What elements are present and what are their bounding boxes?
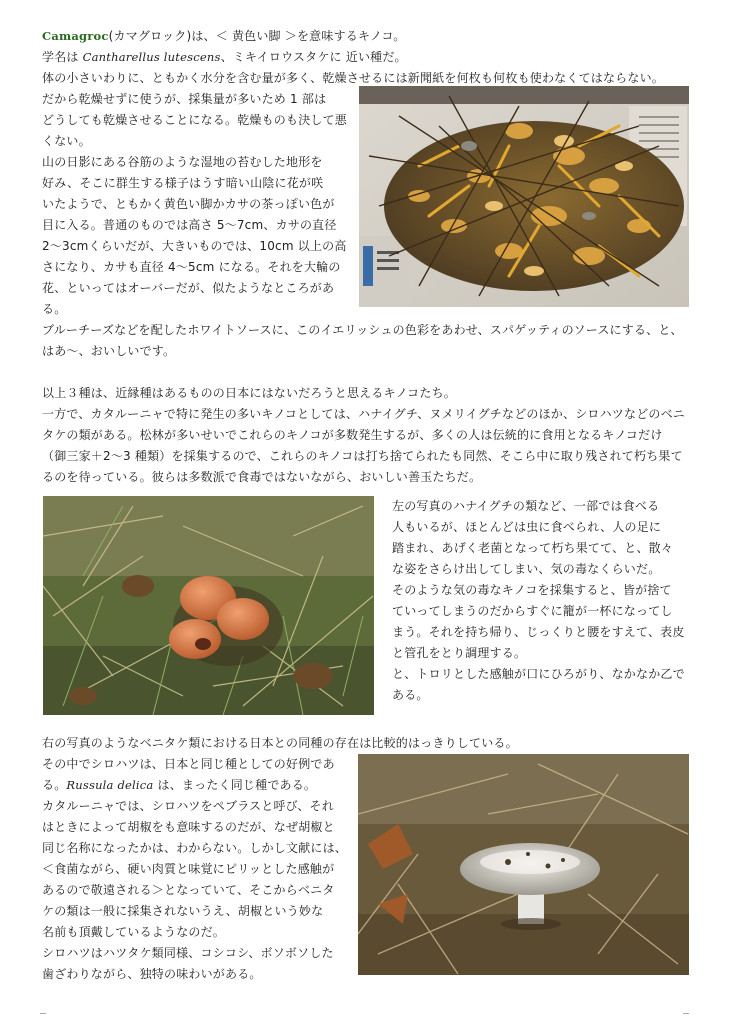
russula-description bbox=[42, 754, 352, 985]
footer-mark-left bbox=[40, 1013, 46, 1014]
russula-latin-post: は、まったく同じ種である。 bbox=[153, 778, 317, 792]
russula-head bbox=[42, 733, 692, 754]
text-line: 以上３種は、近縁種はあるものの日本にはないだろうと思えるキノコたち。 bbox=[42, 386, 456, 400]
text-line: カタルーニャでは、シロハツをペブラスと呼び、それ bbox=[42, 799, 334, 813]
text-line: まう。それを持ち帰り、じっくりと腰をすえて、表皮 bbox=[392, 625, 685, 639]
text-line: くない。 bbox=[42, 134, 91, 148]
chanterelle-image bbox=[359, 86, 689, 307]
bolete-image bbox=[43, 496, 374, 715]
text-line: 歯ざわりながら、独特の味わいがある。 bbox=[42, 967, 262, 981]
text-line: はときによって胡椒をも意味するのだが、なぜ胡椒と bbox=[42, 820, 335, 834]
text-line: と管孔をとり調理する。 bbox=[392, 646, 527, 660]
footer-mark-right bbox=[683, 1013, 689, 1014]
text-line: る。 bbox=[42, 302, 67, 316]
text-line: るのを待っている。彼らは多数派で食毒ではないながら、おいしい善玉たちだ。 bbox=[42, 470, 482, 484]
text-line: シロハツはハツタケ類同様、コシコシ、ボソボソした bbox=[42, 946, 334, 960]
text-line: あるので敬遠される＞となっていて、そこからベニタ bbox=[42, 883, 335, 897]
text-line: どうしても乾燥させることになる。乾燥ものも決して悪 bbox=[42, 113, 348, 127]
text-line: ＜食菌ながら、硬い肉質と味覚にピリッとした感触が bbox=[42, 862, 335, 876]
russula-photo bbox=[358, 754, 689, 975]
text-line: タケの類がある。松林が多いせいでこれらのキノコが多数発生するが、多くの人は伝統的に食用となるキノコだけ bbox=[42, 428, 663, 442]
intro-line-2-post: 、ミキイロウスタケに 近い種だ。 bbox=[220, 50, 407, 64]
text-line: 好み、そこに群生する様子はうす暗い山陰に花が咲 bbox=[42, 176, 324, 190]
text-line: 左の写真のハナイグチの類など、一部では食べる bbox=[392, 499, 660, 513]
text-line: 目に入る。普通のものでは高さ 5～7cm、カサの直径 bbox=[42, 218, 337, 232]
chanterelle-photo bbox=[359, 86, 689, 307]
russula-head-line: 右の写真のようなベニタケ類における日本との同種の存在は比較的はっきりしている。 bbox=[42, 736, 518, 750]
text-line: （御三家＋2～3 種類）を採集するので、これらのキノコは打ち捨てられたも同然、そこら中に取り残されて朽ち果て bbox=[42, 449, 683, 463]
sauce-note bbox=[42, 320, 692, 362]
intro-line-1-text: (カマグロック)は、＜ 黄色い脚 ＞を意味するキノコ。 bbox=[108, 29, 406, 43]
intro-line-2 bbox=[42, 47, 692, 68]
text-line: ケの類は一般に採集されないうえ、胡椒という妙な bbox=[42, 904, 324, 918]
intro-line-3: 体の小さいわりに、ともかく水分を含む量が多く、乾燥させるには新聞紙を何枚も何枚も使わなくてはならない。 bbox=[42, 71, 664, 85]
intro-block bbox=[42, 26, 692, 89]
bolete-photo bbox=[43, 496, 374, 715]
text-line: 同じ名称になったかは、わからない。しかし文献には、 bbox=[42, 841, 348, 855]
russula-latin-line bbox=[42, 775, 352, 796]
mushroom-name: Camagroc bbox=[42, 29, 109, 43]
text-line: その中でシロハツは、日本と同じ種としての好例であ bbox=[42, 757, 335, 771]
text-line: いたようで、ともかく黄色い脚かカサの茶っぽい色が bbox=[42, 197, 335, 211]
text-line: ブルーチーズなどを配したホワイトソースに、このイエリッシュの色彩をあわせ、スパゲッティのソースにする、と、 bbox=[42, 323, 683, 337]
bolete-description bbox=[392, 496, 692, 706]
text-line: ある。 bbox=[392, 688, 429, 702]
russula-image bbox=[358, 754, 689, 975]
text-line: 名前も頂戴しているようなのだ。 bbox=[42, 925, 226, 939]
intro-line-1 bbox=[42, 26, 692, 47]
text-line: 2～3cmくらいだが、大きいものでは、10cm 以上の高 bbox=[42, 239, 347, 253]
text-line: そのような気の毒なキノコを採集すると、皆が捨て bbox=[392, 583, 672, 597]
intro-line-2-pre: 学名は bbox=[42, 50, 83, 64]
text-line: ていってしまうのだからすぐに籠が一杯になってし bbox=[392, 604, 673, 618]
russula-scientific-name: Russula delica bbox=[66, 778, 154, 792]
text-line: 一方で、カタルーニャで特に発生の多いキノコとしては、ハナイグチ、ヌメリイグチなどのほか、シロハツなどのベニ bbox=[42, 407, 686, 421]
text-line: はあ～、おいしいです。 bbox=[42, 344, 176, 358]
catalan-mushrooms-paragraph bbox=[42, 383, 692, 488]
cantharellus-description bbox=[42, 89, 352, 320]
text-line: 踏まれ、あげく老菌となって朽ち果てて、と、散々 bbox=[392, 541, 674, 555]
text-line: だから乾燥せずに使うが、採集量が多いため 1 部は bbox=[42, 92, 327, 106]
scientific-name: Cantharellus lutescens bbox=[82, 50, 221, 64]
text-line: と、トロリとした感触が口にひろがり、なかなか乙で bbox=[392, 667, 685, 681]
text-line: 山の日影にある谷筋のような湿地の苔むした地形を bbox=[42, 155, 323, 169]
russula-latin-pre: る。 bbox=[42, 778, 67, 792]
text-line: な姿をさらけ出してしまい、気の毒なくらいだ。 bbox=[392, 562, 661, 576]
text-line: さになり、カサも直径 4～5cm になる。それを大輪の bbox=[42, 260, 341, 274]
text-line: 人もいるが、ほとんどは虫に食べられ、人の足に bbox=[392, 520, 662, 534]
text-line: 花、といってはオーバーだが、似たようなところがあ bbox=[42, 281, 335, 295]
